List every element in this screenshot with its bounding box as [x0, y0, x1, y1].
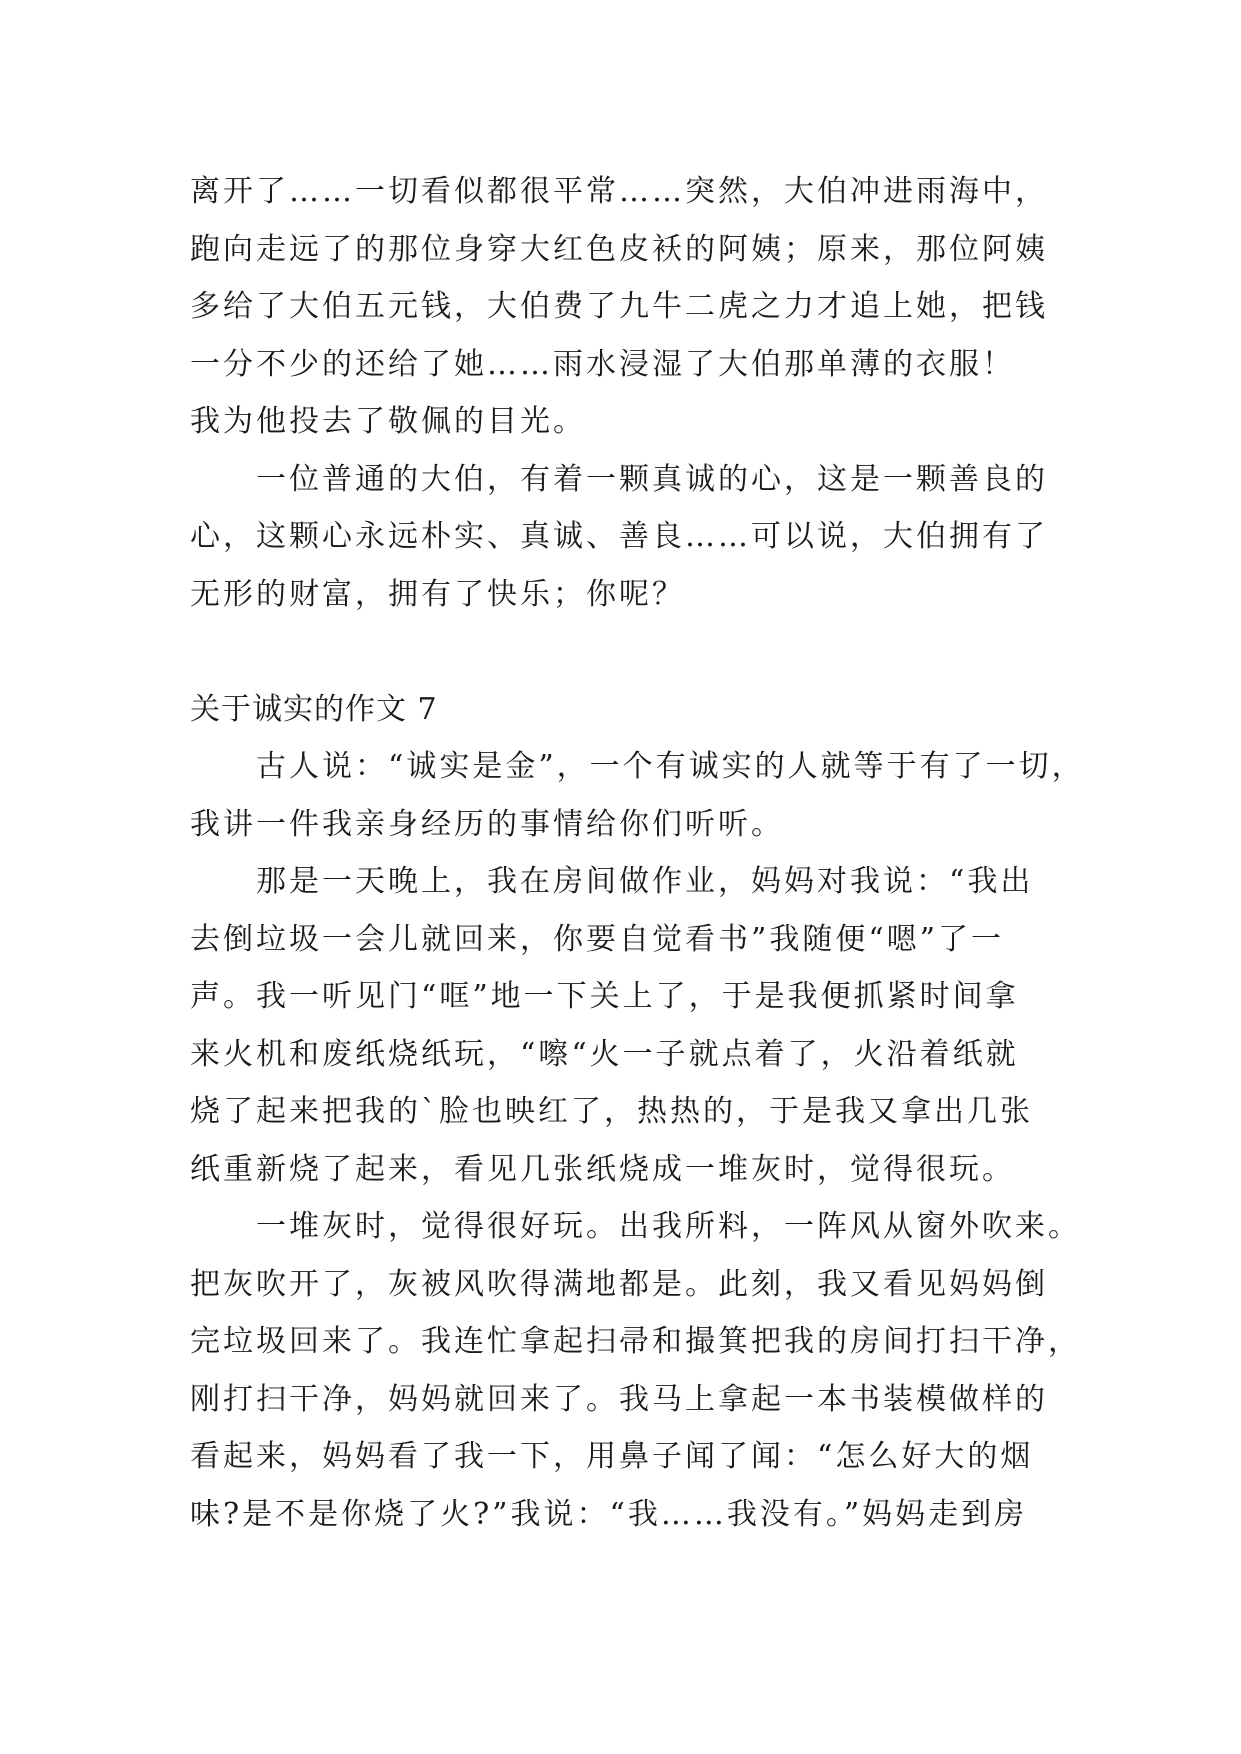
section-spacer	[190, 623, 1060, 681]
text-line: 跑向走远了的那位身穿大红色皮袄的阿姨；原来，那位阿姨	[190, 231, 1048, 267]
text-line: 多给了大伯五元钱，大伯费了九牛二虎之力才追上她，把钱	[190, 289, 1048, 324]
text-line: 无形的财富，拥有了快乐；你呢？	[190, 576, 685, 612]
paragraph	[190, 853, 1060, 1198]
text-line: 刚打扫干净，妈妈就回来了。我马上拿起一本书装模做样的	[190, 1381, 1048, 1417]
text-line: 去倒垃圾一会儿就回来，你要自觉看书”我随便“嗯”了一	[190, 921, 1005, 957]
text-line: 离开了……一切看似都很平常……突然，大伯冲进雨海中，	[190, 174, 1048, 209]
text-line: 纸重新烧了起来，看见几张纸烧成一堆灰时，觉得很玩。	[190, 1151, 1015, 1187]
text-line: 烧了起来把我的`脸也映红了，热热的，于是我又拿出几张	[190, 1094, 1033, 1129]
text-line: 我为他投去了敬佩的目光。	[190, 404, 586, 439]
text-line: 心，这颗心永远朴实、真诚、善良……可以说，大伯拥有了	[190, 519, 1048, 554]
text-line: 一分不少的还给了她……雨水浸湿了大伯那单薄的衣服！	[190, 346, 1015, 382]
paragraph	[190, 1198, 1081, 1543]
essay-title: 关于诚实的作文 7	[190, 691, 438, 727]
text-line: 味?是不是你烧了火?”我说：“我……我没有。”妈妈走到房	[190, 1496, 1028, 1532]
paragraph-continuation	[190, 163, 1060, 451]
text-line: 一位普通的大伯，有着一颗真诚的心，这是一颗善良的	[256, 461, 1048, 497]
text-line: 我讲一件我亲身经历的事情给你们听听。	[190, 806, 784, 842]
text-line: 那是一天晚上，我在房间做作业，妈妈对我说：“我出	[256, 864, 1034, 899]
text-line: 看起来，妈妈看了我一下，用鼻子闻了闻：“怎么好大的烟	[190, 1439, 1034, 1474]
text-line: 古人说：“诚实是金”，一个有诚实的人就等于有了一切，	[256, 749, 1085, 784]
text-line: 来火机和废纸烧纸玩，“嚓“火一子就点着了，火沿着纸就	[190, 1036, 1019, 1072]
paragraph	[190, 738, 1085, 853]
text-line: 完垃圾回来了。我连忙拿起扫帚和撮箕把我的房间打扫干净，	[190, 1324, 1081, 1359]
text-line: 把灰吹开了，灰被风吹得满地都是。此刻，我又看见妈妈倒	[190, 1266, 1048, 1302]
document-body	[190, 163, 1085, 1543]
text-line: 一堆灰时，觉得很好玩。出我所料，一阵风从窗外吹来。	[256, 1209, 1081, 1244]
paragraph	[190, 451, 1060, 624]
text-line: 声。我一听见门“哐”地一下关上了，于是我便抓紧时间拿	[190, 979, 1019, 1014]
